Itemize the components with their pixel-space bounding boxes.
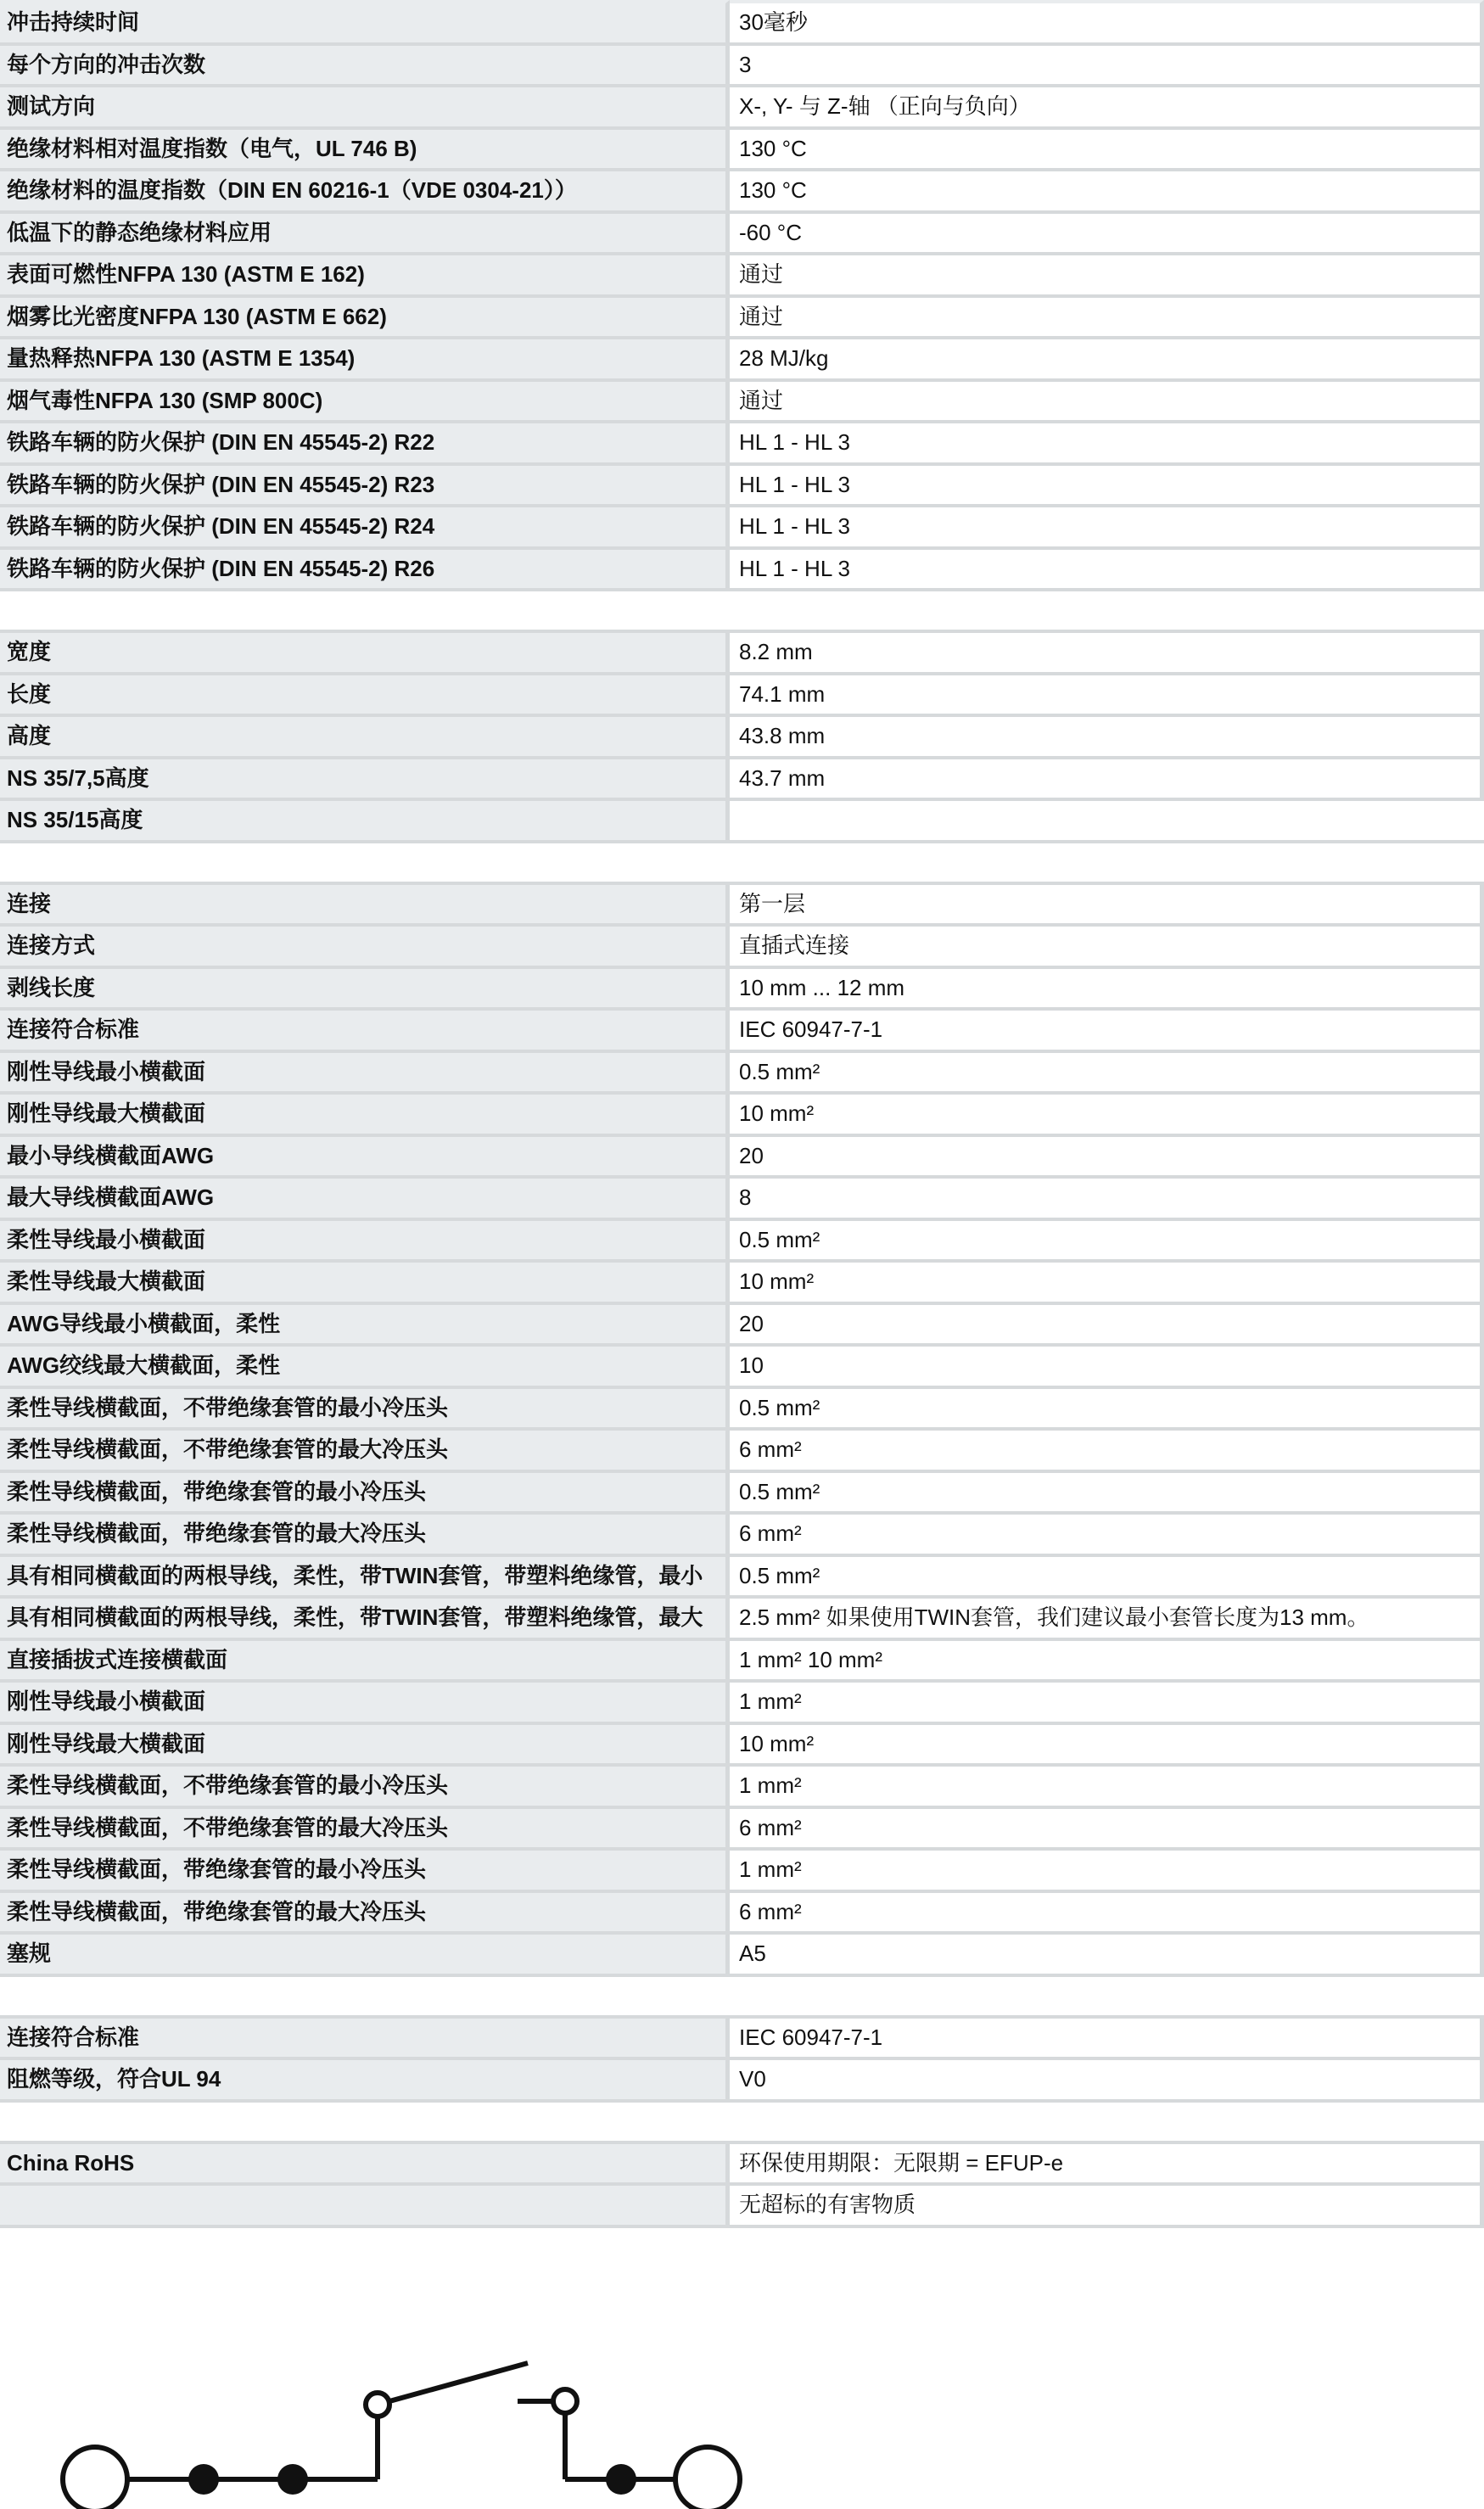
property-label: 柔性导线最大横截面 bbox=[0, 1259, 730, 1302]
property-label: AWG导线最小横截面，柔性 bbox=[0, 1302, 730, 1344]
property-value: 43.7 mm bbox=[730, 756, 1484, 798]
property-value: 6 mm² bbox=[730, 1511, 1484, 1554]
property-label: 每个方向的冲击次数 bbox=[0, 42, 730, 85]
property-value: 20 bbox=[730, 1302, 1484, 1344]
table-row bbox=[0, 1554, 1484, 1596]
property-value: 无超标的有害物质 bbox=[730, 2182, 1484, 2225]
property-value: 1 mm² bbox=[730, 1679, 1484, 1722]
property-value: 8.2 mm bbox=[730, 630, 1484, 672]
table-gap bbox=[0, 2103, 1484, 2141]
property-label: 刚性导线最大横截面 bbox=[0, 1091, 730, 1134]
property-value: 直插式连接 bbox=[730, 923, 1484, 966]
property-label: 铁路车辆的防火保护 (DIN EN 45545-2) R23 bbox=[0, 462, 730, 505]
table-row bbox=[0, 378, 1484, 421]
table-row bbox=[0, 798, 1484, 840]
table-row bbox=[0, 1722, 1484, 1764]
property-label: 直接插拔式连接横截面 bbox=[0, 1638, 730, 1680]
property-label: 柔性导线横截面，不带绝缘套管的最大冷压头 bbox=[0, 1427, 730, 1470]
property-label: NS 35/15高度 bbox=[0, 798, 730, 840]
property-label: 宽度 bbox=[0, 630, 730, 672]
table-row bbox=[0, 84, 1484, 126]
property-value: 1 mm² bbox=[730, 1763, 1484, 1806]
property-label: 测试方向 bbox=[0, 84, 730, 126]
property-value: 2.5 mm² 如果使用TWIN套管，我们建议最小套管长度为13 mm。 bbox=[730, 1595, 1484, 1638]
table-row bbox=[0, 210, 1484, 253]
property-label: 连接符合标准 bbox=[0, 2015, 730, 2058]
table-row bbox=[0, 0, 1484, 42]
property-label: 柔性导线横截面，不带绝缘套管的最小冷压头 bbox=[0, 1386, 730, 1428]
switch-contact-right bbox=[553, 2389, 577, 2413]
spec-table bbox=[0, 630, 1484, 843]
table-gap bbox=[0, 591, 1484, 630]
table-row bbox=[0, 1343, 1484, 1386]
table-row bbox=[0, 1259, 1484, 1302]
property-label: 最小导线横截面AWG bbox=[0, 1134, 730, 1176]
property-label: 量热释热NFPA 130 (ASTM E 1354) bbox=[0, 336, 730, 378]
property-value: HL 1 - HL 3 bbox=[730, 462, 1484, 505]
property-label: 铁路车辆的防火保护 (DIN EN 45545-2) R22 bbox=[0, 420, 730, 462]
property-label: 连接 bbox=[0, 882, 730, 924]
spec-table bbox=[0, 2141, 1484, 2228]
property-value: 43.8 mm bbox=[730, 714, 1484, 756]
table-row bbox=[0, 252, 1484, 294]
table-row bbox=[0, 756, 1484, 798]
property-label: 柔性导线横截面，不带绝缘套管的最小冷压头 bbox=[0, 1763, 730, 1806]
switch-contact-left bbox=[366, 2393, 389, 2417]
table-row bbox=[0, 2057, 1484, 2099]
table-row bbox=[0, 42, 1484, 85]
property-value: 30毫秒 bbox=[730, 0, 1484, 42]
table-row bbox=[0, 1134, 1484, 1176]
table-row bbox=[0, 1470, 1484, 1512]
property-label: 绝缘材料相对温度指数（电气，UL 746 B) bbox=[0, 126, 730, 169]
spec-table bbox=[0, 2015, 1484, 2103]
property-label: 柔性导线横截面，带绝缘套管的最大冷压头 bbox=[0, 1890, 730, 1932]
property-label: 铁路车辆的防火保护 (DIN EN 45545-2) R24 bbox=[0, 504, 730, 546]
table-row bbox=[0, 546, 1484, 589]
property-value: 74.1 mm bbox=[730, 672, 1484, 714]
property-value: 通过 bbox=[730, 378, 1484, 421]
property-value: HL 1 - HL 3 bbox=[730, 546, 1484, 589]
property-label: 刚性导线最小横截面 bbox=[0, 1679, 730, 1722]
spec-table bbox=[0, 882, 1484, 1977]
property-value: 0.5 mm² bbox=[730, 1218, 1484, 1260]
table-row bbox=[0, 336, 1484, 378]
table-row bbox=[0, 1595, 1484, 1638]
property-value: V0 bbox=[730, 2057, 1484, 2099]
property-label: 表面可燃性NFPA 130 (ASTM E 162) bbox=[0, 252, 730, 294]
property-value: 0.5 mm² bbox=[730, 1050, 1484, 1092]
property-label: 烟气毒性NFPA 130 (SMP 800C) bbox=[0, 378, 730, 421]
property-value: 130 °C bbox=[730, 168, 1484, 210]
property-label: 柔性导线横截面，带绝缘套管的最小冷压头 bbox=[0, 1470, 730, 1512]
property-value: 6 mm² bbox=[730, 1806, 1484, 1848]
right-terminal-circle bbox=[675, 2447, 740, 2509]
property-value: 1 mm² 10 mm² bbox=[730, 1638, 1484, 1680]
property-value: IEC 60947-7-1 bbox=[730, 2015, 1484, 2058]
property-value: 0.5 mm² bbox=[730, 1470, 1484, 1512]
table-row bbox=[0, 1806, 1484, 1848]
property-value: 3 bbox=[730, 42, 1484, 85]
property-value: 0.5 mm² bbox=[730, 1554, 1484, 1596]
junction-dot bbox=[188, 2464, 219, 2495]
switch-circuit-diagram bbox=[0, 2333, 1484, 2509]
table-row bbox=[0, 1218, 1484, 1260]
property-value: 130 °C bbox=[730, 126, 1484, 169]
property-value: 10 mm ... 12 mm bbox=[730, 966, 1484, 1008]
table-row bbox=[0, 126, 1484, 169]
table-row bbox=[0, 1302, 1484, 1344]
property-value: HL 1 - HL 3 bbox=[730, 420, 1484, 462]
property-value: 10 mm² bbox=[730, 1091, 1484, 1134]
property-value bbox=[730, 798, 1484, 840]
table-row bbox=[0, 672, 1484, 714]
property-label: 剥线长度 bbox=[0, 966, 730, 1008]
table-row bbox=[0, 714, 1484, 756]
property-label: 长度 bbox=[0, 672, 730, 714]
table-row bbox=[0, 1091, 1484, 1134]
table-row bbox=[0, 1931, 1484, 1974]
property-value: A5 bbox=[730, 1931, 1484, 1974]
property-label: 冲击持续时间 bbox=[0, 0, 730, 42]
property-value: 6 mm² bbox=[730, 1890, 1484, 1932]
table-row bbox=[0, 294, 1484, 337]
property-label: China RoHS bbox=[0, 2141, 730, 2183]
property-label: 刚性导线最小横截面 bbox=[0, 1050, 730, 1092]
left-terminal-circle bbox=[63, 2447, 127, 2509]
table-row bbox=[0, 1050, 1484, 1092]
switch-blade bbox=[389, 2363, 528, 2401]
property-label: 最大导线横截面AWG bbox=[0, 1175, 730, 1218]
property-value: HL 1 - HL 3 bbox=[730, 504, 1484, 546]
property-value: 第一层 bbox=[730, 882, 1484, 924]
property-label: 连接符合标准 bbox=[0, 1007, 730, 1050]
property-value: IEC 60947-7-1 bbox=[730, 1007, 1484, 1050]
spec-table bbox=[0, 0, 1484, 591]
property-label: 柔性导线横截面，带绝缘套管的最大冷压头 bbox=[0, 1511, 730, 1554]
table-row bbox=[0, 504, 1484, 546]
table-row bbox=[0, 1847, 1484, 1890]
property-value: -60 °C bbox=[730, 210, 1484, 253]
property-label: 柔性导线最小横截面 bbox=[0, 1218, 730, 1260]
property-label: 铁路车辆的防火保护 (DIN EN 45545-2) R26 bbox=[0, 546, 730, 589]
property-value: 通过 bbox=[730, 252, 1484, 294]
table-row bbox=[0, 2141, 1484, 2183]
junction-dot bbox=[606, 2464, 636, 2495]
property-value: 8 bbox=[730, 1175, 1484, 1218]
property-value: 10 mm² bbox=[730, 1259, 1484, 1302]
property-value: 环保使用期限：无限期 = EFUP-e bbox=[730, 2141, 1484, 2183]
table-gap bbox=[0, 843, 1484, 882]
table-row bbox=[0, 1763, 1484, 1806]
property-label: 绝缘材料的温度指数（DIN EN 60216-1（VDE 0304-21）） bbox=[0, 168, 730, 210]
table-row bbox=[0, 1638, 1484, 1680]
property-value: 20 bbox=[730, 1134, 1484, 1176]
table-row bbox=[0, 2182, 1484, 2225]
table-row bbox=[0, 168, 1484, 210]
property-label: 阻燃等级，符合UL 94 bbox=[0, 2057, 730, 2099]
property-value: X-, Y- 与 Z-轴 （正向与负向） bbox=[730, 84, 1484, 126]
property-label: 柔性导线横截面，带绝缘套管的最小冷压头 bbox=[0, 1847, 730, 1890]
property-value: 通过 bbox=[730, 294, 1484, 337]
property-label: 具有相同横截面的两根导线，柔性，带TWIN套管，带塑料绝缘管，最大 bbox=[0, 1595, 730, 1638]
table-row bbox=[0, 1007, 1484, 1050]
table-row bbox=[0, 923, 1484, 966]
table-row bbox=[0, 1890, 1484, 1932]
property-label bbox=[0, 2182, 730, 2225]
property-value: 6 mm² bbox=[730, 1427, 1484, 1470]
property-label: 高度 bbox=[0, 714, 730, 756]
table-row bbox=[0, 1386, 1484, 1428]
property-value: 0.5 mm² bbox=[730, 1386, 1484, 1428]
table-row bbox=[0, 630, 1484, 672]
property-value: 1 mm² bbox=[730, 1847, 1484, 1890]
table-gap bbox=[0, 1977, 1484, 2015]
table-row bbox=[0, 1679, 1484, 1722]
table-row bbox=[0, 1175, 1484, 1218]
property-label: AWG绞线最大横截面，柔性 bbox=[0, 1343, 730, 1386]
property-label: 烟雾比光密度NFPA 130 (ASTM E 662) bbox=[0, 294, 730, 337]
property-label: NS 35/7,5高度 bbox=[0, 756, 730, 798]
junction-dot bbox=[277, 2464, 308, 2495]
table-row bbox=[0, 1511, 1484, 1554]
property-value: 28 MJ/kg bbox=[730, 336, 1484, 378]
property-label: 连接方式 bbox=[0, 923, 730, 966]
property-label: 柔性导线横截面，不带绝缘套管的最大冷压头 bbox=[0, 1806, 730, 1848]
table-row bbox=[0, 2015, 1484, 2058]
property-label: 具有相同横截面的两根导线，柔性，带TWIN套管，带塑料绝缘管，最小 bbox=[0, 1554, 730, 1596]
table-row bbox=[0, 882, 1484, 924]
property-label: 塞规 bbox=[0, 1931, 730, 1974]
property-label: 低温下的静态绝缘材料应用 bbox=[0, 210, 730, 253]
property-label: 刚性导线最大横截面 bbox=[0, 1722, 730, 1764]
table-row bbox=[0, 462, 1484, 505]
property-value: 10 bbox=[730, 1343, 1484, 1386]
table-row bbox=[0, 420, 1484, 462]
table-row bbox=[0, 1427, 1484, 1470]
property-value: 10 mm² bbox=[730, 1722, 1484, 1764]
table-row bbox=[0, 966, 1484, 1008]
